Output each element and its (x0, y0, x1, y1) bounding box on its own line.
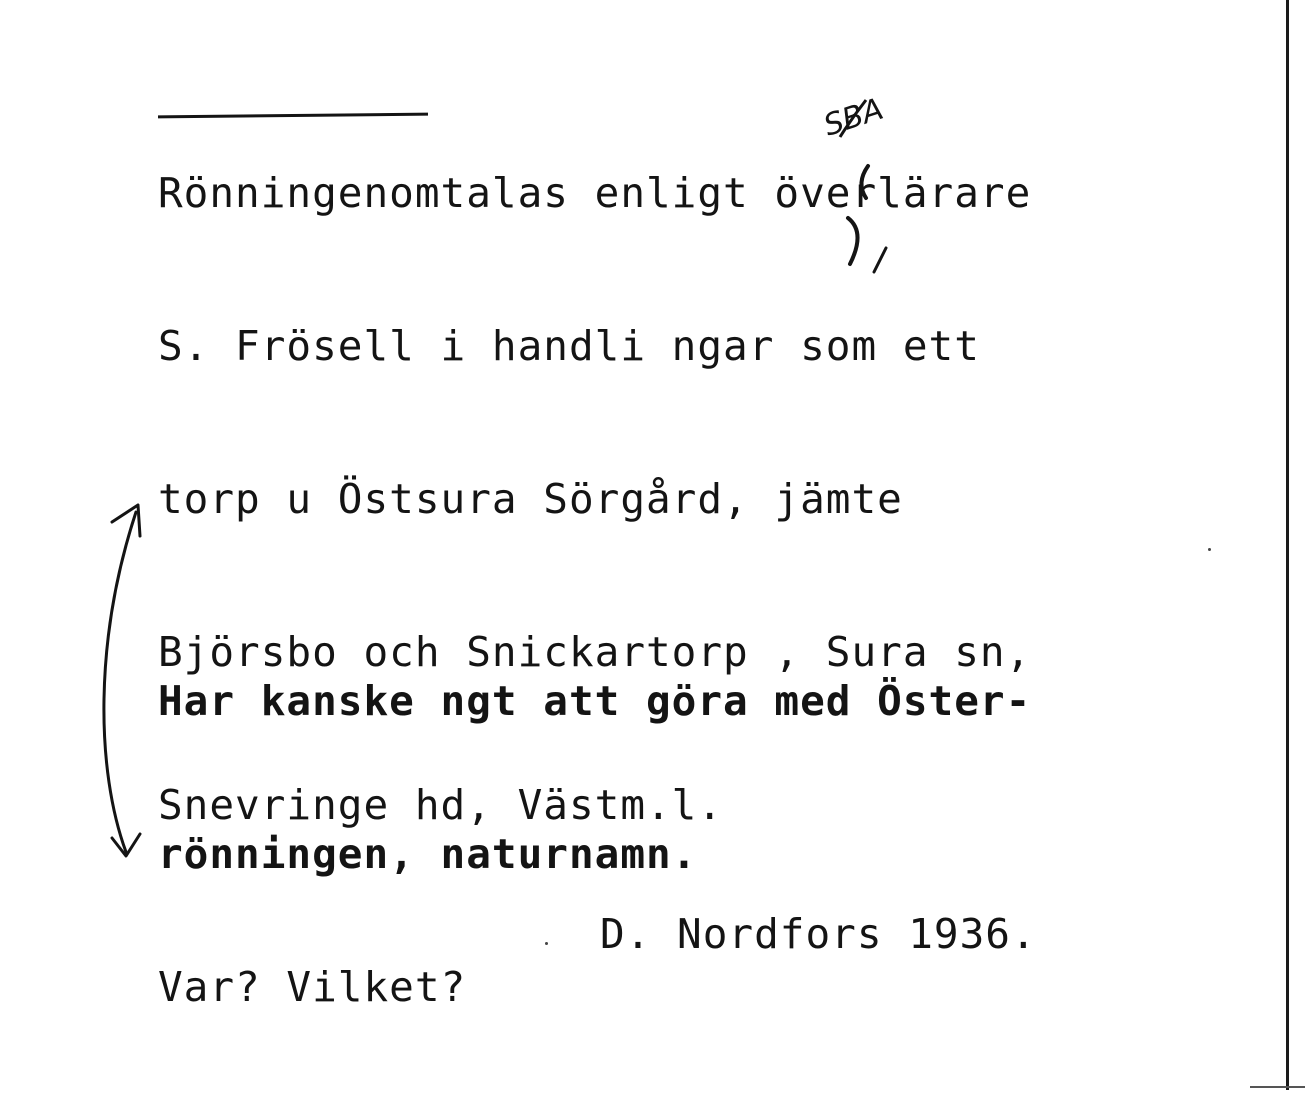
text-line: torp u Östsura Sörgård, jämte (158, 475, 903, 523)
text-line: rönningen, naturnamn. (158, 830, 698, 878)
card-right-edge (1286, 0, 1289, 1090)
text-line: Rönningenomtalas enligt överlärare (158, 169, 1032, 217)
card-question (158, 860, 466, 1115)
handwritten-insert: SBA (819, 91, 888, 144)
paper-speck (1208, 548, 1211, 551)
double-arrow-line (104, 512, 136, 852)
arrow-up-head-icon (112, 505, 140, 536)
card-bottom-edge (1250, 1086, 1305, 1088)
text-line: S. Frösell i handli ngar som ett (158, 322, 980, 370)
text-line: Snevringe hd, Västm.l. (158, 781, 724, 829)
text-line: Björsbo och Snickartorp , Sura sn, (158, 628, 1032, 676)
text-line: Har kanske ngt att göra med Öster- (158, 677, 1032, 725)
arrow-down-head-icon (112, 834, 140, 856)
question-line: Var? Vilket? (158, 963, 467, 1011)
paper-speck (545, 942, 548, 945)
signature: D. Nordfors 1936. (600, 910, 1037, 958)
